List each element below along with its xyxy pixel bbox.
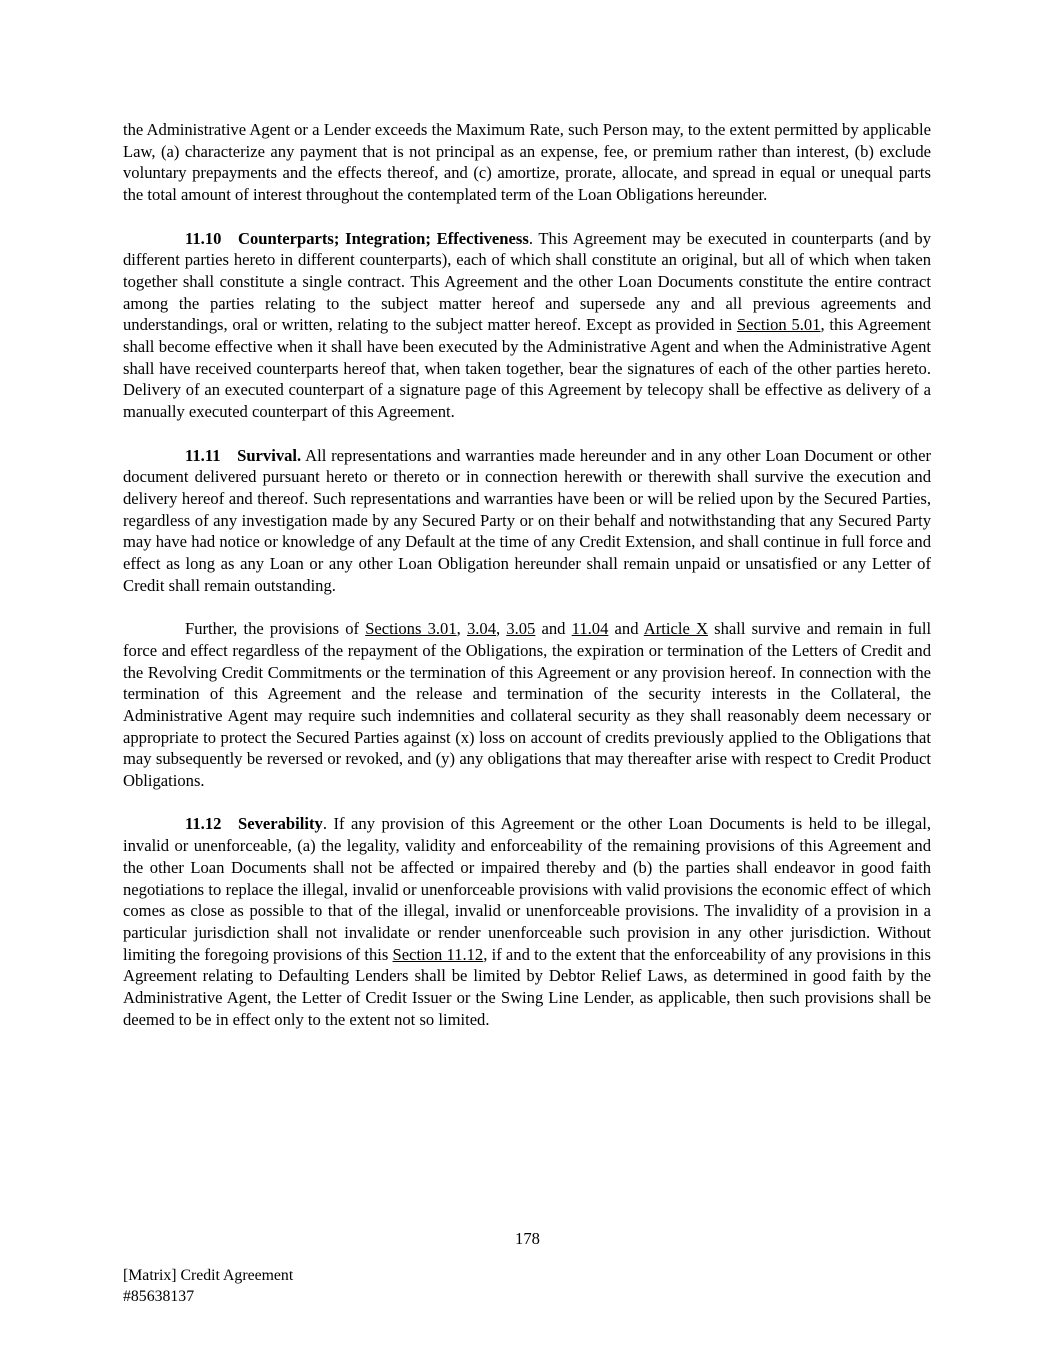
paragraph-section-11-11-survival	[123, 445, 931, 597]
text-run: and	[608, 619, 644, 639]
text-run: . If any provision of this Agreement or the other Loan Documents is held to be illegal, invalid or unenforceable, (a) the legality, validity and enforceability of the remaining provisions of this Agreement and the other Loan Documents shall not be affected or impaired thereby and (b) the parties shall endeavor in good faith negotiations to replace the illegal, invalid or unenforceable provisions with valid provisions the economic effect of which comes as close as possible to that of the illegal, invalid or unenforceable provisions. The invalidity of a provision in a particular jurisdiction shall not invalidate or render unenforceable such provision in any other jurisdiction. Without limiting the foregoing provisions of this	[123, 814, 931, 964]
section-reference: 11.04	[571, 619, 609, 639]
section-heading: 11.10 Counterparts; Integration; Effectiveness	[185, 228, 529, 248]
text-run: ,	[496, 619, 507, 639]
document-footer	[123, 1266, 293, 1307]
section-reference: Section 11.12	[392, 944, 484, 964]
footer-document-id: #85638137	[123, 1287, 195, 1305]
section-heading: 11.12 Severability	[185, 814, 323, 834]
section-reference: Section 5.01	[736, 315, 821, 335]
text-run: the Administrative Agent or a Lender exceeds the Maximum Rate, such Person may, to the extent permitted by applicable Law, (a) characterize any payment that is not principal as an expense, fee, or premium rather than interest, (b) exclude voluntary prepayments and the effects thereof, and (c) amortize, prorate, allocate, and spread in equal or unequal parts the total amount of interest throughout the contemplated term of the Loan Obligations hereunder.	[123, 120, 931, 205]
section-heading: 11.11 Survival.	[185, 445, 302, 465]
text-run: All representations and warranties made hereunder and in any other Loan Document or other document delivered pursuant hereto or thereto or in connection herewith or therewith shall survive the execution and delivery hereof and thereof. Such representations and warranties have been or will be relied upon by the Secured Parties, regardless of any investigation made by any Secured Party or on their behalf and notwithstanding that any Secured Party may have had notice or knowledge of any Default at the time of any Credit Extension, and shall continue in full force and effect as long as any Loan or any other Loan Obligation hereunder shall remain unpaid or unsatisfied or any Letter of Credit shall remain outstanding.	[123, 445, 931, 595]
text-run: and	[535, 619, 572, 639]
footer-document-title: [Matrix] Credit Agreement	[123, 1267, 294, 1284]
text-run: . This Agreement may be executed in counterparts (and by different parties hereto in different counterparts), each of which shall constitute an original, but all of which when taken together shall constitute a single contract. This Agreement and the other Loan Documents constitute the entire contract among the parties relating to the subject matter hereof and supersede any and all previous agreements and understandings, oral or written, relating to the subject matter hereof. Except as provided in	[123, 228, 931, 335]
paragraph-survival-further	[123, 618, 931, 792]
section-reference: Article X	[643, 619, 708, 639]
text-run: Further, the provisions of	[185, 619, 366, 639]
section-reference: Sections 3.01	[365, 619, 457, 639]
text-run: ,	[456, 619, 467, 639]
paragraph-section-11-12-severability	[123, 813, 931, 1030]
text-run: , if and to the extent that the enforceability of any provisions in this Agreement relating to Defaulting Lenders shall be limited by Debtor Relief Laws, as determined in good faith by the Administrative Agent, the Letter of Credit Issuer or the Swing Line Lender, as applicable, then such provisions shall be deemed to be in effect only to the extent not so limited.	[123, 944, 931, 1029]
paragraph-usury-savings-continuation	[123, 119, 931, 206]
text-run: shall survive and remain in full force and effect regardless of the repayment of the Obligations, the expiration or termination of the Letters of Credit and the Revolving Credit Commitments or the termination of this Agreement or any provision hereof. In connection with the termination of this Agreement and the release and termination of the security interests in the Collateral, the Administrative Agent may require such indemnities and collateral security as they shall reasonably deem necessary or appropriate to protect the Secured Parties against (x) loss on account of credits previously applied to the Obligations that may subsequently be reversed or revoked, and (y) any obligations that may thereafter arise with respect to Credit Product Obligations.	[123, 619, 932, 791]
paragraph-section-11-10-counterparts	[123, 228, 931, 423]
section-reference: 3.04	[466, 619, 496, 639]
document-body	[123, 119, 931, 1052]
section-reference: 3.05	[506, 619, 536, 639]
text-run: , this Agreement shall become effective when it shall have been executed by the Administrative Agent and when the Administrative Agent shall have received counterparts hereof that, when taken together, bear the signatures of each of the other parties hereto. Delivery of an executed counterpart of a signature page of this Agreement by telecopy shall be effective as delivery of a manually executed counterpart of this Agreement.	[123, 315, 931, 422]
page-number: 178	[515, 1229, 540, 1248]
